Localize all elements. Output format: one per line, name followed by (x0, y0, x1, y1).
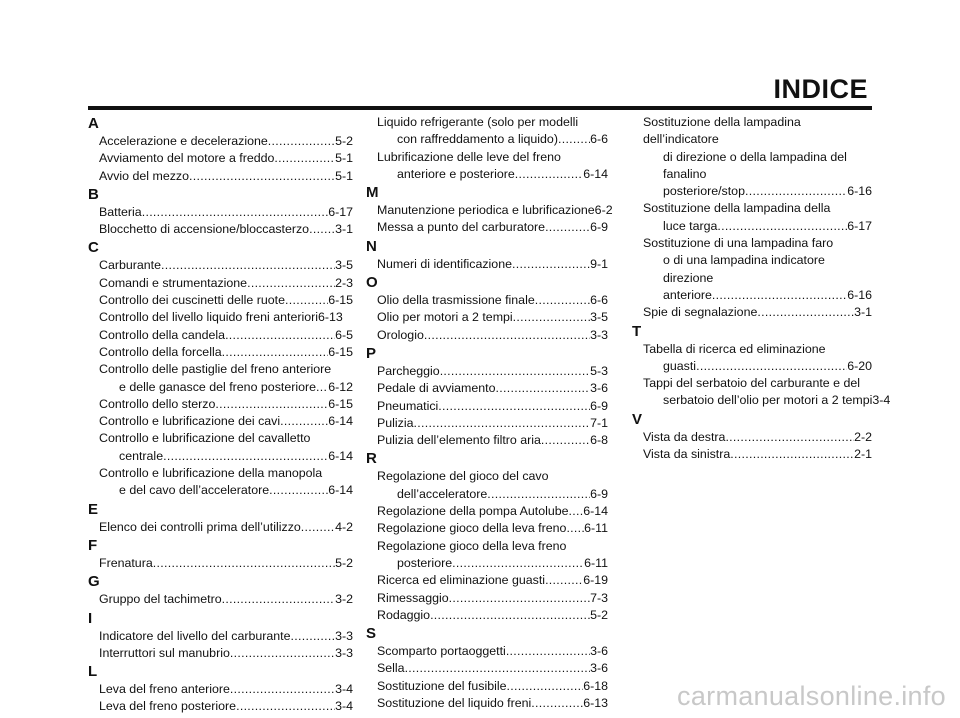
dot-leader (280, 413, 328, 430)
index-entry (632, 446, 872, 463)
index-entry-page-number: 7-1 (590, 415, 608, 430)
index-entry-label: Rodaggio (377, 607, 431, 622)
index-entry (366, 415, 608, 432)
index-letter-heading: G (88, 573, 100, 591)
index-entry (366, 607, 608, 624)
dot-leader (414, 415, 591, 432)
index-entry (366, 114, 608, 149)
index-entry (366, 398, 608, 415)
index-letter-heading: S (366, 625, 377, 643)
index-entry-page-number: 6-17 (328, 204, 353, 219)
index-entry-text-line: Controllo e lubrificazione del cavalletto (99, 431, 311, 446)
index-entry-label: Sostituzione del liquido freni (377, 696, 532, 711)
index-entry-page-number: 3-1 (854, 305, 872, 320)
index-entry-label: Ricerca ed eliminazione guasti (377, 573, 546, 588)
dot-leader (222, 344, 329, 361)
index-entry-page-number: 6-9 (590, 220, 608, 235)
index-entry-text-line: Tappi del serbatoio del carburante e del (643, 376, 860, 391)
index-entry-page-number: 6-15 (328, 396, 353, 411)
index-entry-label: centrale (119, 448, 164, 463)
index-entry (632, 114, 872, 200)
index-entry (366, 309, 608, 326)
dot-leader (725, 429, 854, 446)
index-entry-label: Rimessaggio (377, 590, 449, 605)
index-entry (366, 468, 608, 503)
dot-leader (535, 292, 590, 309)
index-entry-text-line: Regolazione gioco della leva freno (377, 538, 567, 553)
dot-leader (269, 482, 328, 499)
index-entry-page-number: 5-1 (335, 151, 353, 166)
index-letter-heading: C (88, 239, 99, 257)
index-entry-page-number: 3-2 (335, 592, 353, 607)
index-entry-page-number: 3-4 (872, 393, 891, 408)
index-entry-page-number: 2-1 (854, 447, 872, 462)
index-entry (366, 590, 608, 607)
index-entry-label: Pedale di avviamento (377, 381, 496, 396)
dot-leader (424, 327, 590, 344)
index-entry-label: Orologio (377, 327, 424, 342)
index-letter-heading: O (366, 274, 378, 292)
dot-leader (506, 643, 590, 660)
index-letter-heading: F (88, 536, 98, 554)
index-entry-label: Pulizia (377, 415, 414, 430)
index-entry (88, 257, 353, 274)
index-entry-page-number: 6-11 (584, 555, 608, 570)
index-entry-text-line: o di una lampadina indicatore direzione (663, 253, 825, 285)
index-entry-page-number: 9-1 (590, 256, 608, 271)
index-entry-page-number: 6-18 (583, 678, 608, 693)
index-letter-heading: R (366, 450, 377, 468)
index-entry-label: Leva del freno anteriore (99, 682, 230, 697)
index-entry-label: Avviamento del motore a freddo (99, 151, 275, 166)
index-entry (88, 344, 353, 361)
index-letter-heading: V (632, 410, 643, 428)
index-entry-label: Numeri di identificazione (377, 256, 512, 271)
index-entry-label: Vista da destra (643, 429, 726, 444)
index-entry-text-line: Regolazione del gioco del cavo (377, 469, 549, 484)
index-entry (88, 645, 353, 662)
index-entry-label: con raffreddamento a liquido) (397, 132, 558, 147)
index-entry-page-number: 3-5 (335, 258, 353, 273)
index-entry-text-line: Sostituzione della lampadina della (643, 201, 831, 216)
index-entry-text-line: Tabella di ricerca ed eliminazione (643, 341, 826, 356)
index-entry-label: serbatoio dell’olio per motori a 2 tempi (663, 393, 873, 408)
index-letter-heading: B (88, 185, 99, 203)
index-entry-label: Manutenzione periodica e lubrificazione (377, 203, 595, 218)
dot-leader (161, 257, 335, 274)
watermark: carmanualsonline.info (677, 681, 946, 711)
index-entry (88, 698, 353, 715)
index-entry (88, 519, 353, 536)
index-entry-page-number: 6-14 (328, 414, 353, 429)
index-letter-heading: L (88, 663, 98, 681)
index-letter-heading: A (88, 115, 99, 132)
dot-leader (316, 379, 328, 396)
dot-leader (712, 287, 847, 304)
index-entry-label: Leva del freno posteriore (99, 699, 237, 714)
index-entry-label: Batteria (99, 204, 142, 219)
index-entry (366, 380, 608, 397)
index-entry (632, 235, 872, 304)
index-entry (366, 292, 608, 309)
index-entry-page-number: 3-6 (590, 661, 608, 676)
index-entry-page-number: 3-1 (335, 222, 353, 237)
index-entry-page-number: 6-2 (594, 203, 613, 218)
index-entry (632, 429, 872, 446)
index-entry-label: Blocchetto di accensione/bloccasterzo (99, 222, 310, 237)
dot-leader (717, 218, 847, 235)
dot-leader (495, 380, 590, 397)
index-entry-page-number: 6-20 (847, 358, 872, 373)
index-entry (366, 660, 608, 677)
index-entry-label: e del cavo dell’acceleratore (119, 483, 270, 498)
index-entry (88, 681, 353, 698)
index-entry-page-number: 5-1 (335, 168, 353, 183)
dot-leader (430, 607, 590, 624)
index-entry-label: Controllo dei cuscinetti delle ruote (99, 293, 285, 308)
dot-leader (189, 168, 335, 185)
index-entry-page-number: 3-5 (590, 310, 608, 325)
dot-leader (230, 681, 335, 698)
dot-leader (513, 309, 590, 326)
dot-leader (440, 363, 590, 380)
dot-leader (512, 256, 590, 273)
index-column-3 (632, 114, 891, 463)
dot-leader (309, 221, 335, 238)
dot-leader (230, 645, 335, 662)
index-entry-page-number: 6-8 (590, 433, 608, 448)
index-entry-page-number: 6-19 (583, 573, 608, 588)
index-entry (366, 149, 608, 184)
index-entry-label: Parcheggio (377, 363, 440, 378)
index-entry-label: Controllo del livello liquido freni anteriori (99, 310, 319, 325)
dot-leader (301, 519, 335, 536)
index-entry-label: Spie di segnalazione (643, 305, 758, 320)
index-entry (88, 327, 353, 344)
index-entry (88, 413, 353, 430)
dot-leader (247, 275, 335, 292)
index-entry-label: guasti (663, 358, 697, 373)
dot-leader (163, 448, 328, 465)
dot-leader (531, 695, 583, 712)
dot-leader (757, 304, 854, 321)
dot-leader (541, 432, 590, 449)
index-entry-text-line: Controllo delle pastiglie del freno anteriore (99, 362, 332, 377)
index-entry (366, 432, 608, 449)
index-entry (366, 678, 608, 695)
index-letter-heading: E (88, 500, 99, 518)
dot-leader (290, 628, 335, 645)
dot-leader (142, 204, 328, 221)
index-entry-label: Pneumatici (377, 398, 439, 413)
dot-leader (515, 166, 583, 183)
dot-leader (569, 503, 584, 520)
index-entry-label: posteriore (397, 555, 453, 570)
index-entry-page-number: 6-17 (847, 218, 872, 233)
index-entry-label: Scomparto portaoggetti (377, 644, 506, 659)
index-entry-page-number: 6-16 (847, 184, 872, 199)
dot-leader (696, 358, 847, 375)
index-entry-label: Messa a punto del carburatore (377, 220, 546, 235)
index-entry (366, 572, 608, 589)
index-column-2 (366, 114, 613, 712)
index-entry-label: Olio della trasmissione finale (377, 293, 535, 308)
index-entry (366, 695, 608, 712)
index-entry-label: Regolazione gioco della leva freno (377, 521, 567, 536)
index-entry-page-number: 4-2 (335, 519, 353, 534)
index-entry-page-number: 5-2 (590, 607, 608, 622)
index-entry-page-number: 3-4 (335, 682, 353, 697)
index-entry-label: anteriore e posteriore (397, 166, 515, 181)
index-entry (632, 304, 872, 321)
page-title: INDICE (773, 74, 868, 104)
index-entry-page-number: 5-2 (335, 555, 353, 570)
dot-leader (285, 292, 328, 309)
index-letter-heading: P (366, 344, 377, 362)
dot-leader (225, 327, 335, 344)
index-entry (632, 375, 891, 410)
index-entry-page-number: 5-2 (335, 134, 353, 148)
index-entry (366, 643, 608, 660)
dot-leader (153, 555, 335, 572)
index-entry-label: Avvio del mezzo (99, 168, 189, 183)
index-entry (88, 275, 353, 292)
index-entry-page-number: 3-3 (335, 628, 353, 643)
index-letter-heading: I (88, 609, 93, 627)
index-entry (366, 363, 608, 380)
index-entry-label: Indicatore del livello del carburante (99, 628, 291, 643)
index-entry (88, 309, 353, 326)
index-entry-text-line: Lubrificazione delle leve del freno (377, 149, 561, 164)
index-entry-page-number: 2-3 (335, 275, 353, 290)
index-entry-page-number: 2-2 (854, 429, 872, 444)
index-entry-page-number: 6-13 (583, 696, 608, 711)
index-entry-page-number: 6-14 (328, 448, 353, 463)
index-entry-text-line: di direzione o della lampadina del fanalino (663, 149, 847, 181)
index-entry-label: Olio per motori a 2 tempi (377, 310, 513, 325)
index-entry (88, 168, 353, 185)
index-entry-page-number: 6-9 (590, 398, 608, 413)
index-entry-label: Pulizia dell’elemento filtro aria (377, 433, 541, 448)
dot-leader (438, 398, 590, 415)
index-entry-label: Accelerazione e decelerazione (99, 134, 268, 148)
index-entry-page-number: 6-11 (584, 521, 608, 536)
index-entry-label: Controllo della forcella (99, 344, 222, 359)
index-entry-page-number: 6-13 (318, 310, 343, 325)
index-entry-page-number: 3-3 (335, 645, 353, 660)
index-entry-label: Frenatura (99, 555, 153, 570)
index-entry (88, 361, 353, 396)
index-entry-page-number: 6-15 (328, 344, 353, 359)
index-entry (88, 555, 353, 572)
index-entry (88, 628, 353, 645)
dot-leader (558, 131, 590, 148)
index-entry-text-line: Sostituzione di una lampadina faro (643, 236, 834, 251)
dot-leader (566, 520, 584, 537)
title-rule (88, 106, 872, 110)
index-entry-label: Sella (377, 661, 405, 676)
index-entry (88, 465, 353, 500)
index-entry-label: e delle ganasce del freno posteriore (119, 379, 317, 394)
index-entry-page-number: 6-12 (328, 379, 353, 394)
index-entry (366, 219, 608, 236)
index-entry-page-number: 6-14 (583, 504, 608, 519)
index-entry-page-number: 6-16 (847, 287, 872, 302)
index-entry (366, 538, 608, 573)
index-entry (366, 520, 608, 537)
index-entry-page-number: 3-4 (335, 699, 353, 714)
dot-leader (268, 133, 335, 150)
index-entry (366, 503, 608, 520)
index-entry-page-number: 6-9 (590, 486, 608, 501)
index-entry-label: Controllo e lubrificazione dei cavi (99, 414, 281, 429)
dot-leader (215, 396, 328, 413)
index-entry (632, 200, 872, 235)
dot-leader (274, 150, 335, 167)
index-entry-label: Regolazione della pompa Autolube (377, 504, 569, 519)
index-entry (632, 341, 872, 376)
index-entry-label: posteriore/stop (663, 184, 745, 199)
dot-leader (222, 591, 335, 608)
index-entry-page-number: 3-3 (590, 327, 608, 342)
index-entry-label: Elenco dei controlli prima dell’utilizzo (99, 519, 301, 534)
index-entry (88, 221, 353, 238)
dot-leader (730, 446, 854, 463)
index-entry (88, 292, 353, 309)
dot-leader (236, 698, 335, 715)
index-entry-label: Controllo dello sterzo (99, 396, 216, 411)
dot-leader (452, 555, 584, 572)
index-entry-page-number: 6-5 (335, 327, 353, 342)
index-entry-page-number: 3-6 (590, 644, 608, 659)
index-entry-page-number: 6-15 (328, 293, 353, 308)
dot-leader (545, 572, 583, 589)
index-entry (88, 396, 353, 413)
index-entry (366, 327, 608, 344)
index-entry-page-number: 6-14 (328, 483, 353, 498)
index-letter-heading: M (366, 184, 379, 202)
index-entry-label: Sostituzione del fusibile (377, 678, 507, 693)
index-entry-label: Vista da sinistra (643, 447, 731, 462)
index-entry (366, 256, 608, 273)
index-entry-label: Controllo della candela (99, 327, 226, 342)
index-entry-page-number: 6-6 (590, 293, 608, 308)
index-entry (366, 202, 613, 219)
index-entry-page-number: 6-14 (583, 166, 608, 181)
index-entry-text-line: Controllo e lubrificazione della manopola (99, 466, 323, 481)
index-entry-page-number: 3-6 (590, 381, 608, 396)
index-entry (88, 430, 353, 465)
dot-leader (507, 678, 584, 695)
index-entry-page-number: 6-6 (590, 132, 608, 147)
index-entry-label: Interruttori sul manubrio (99, 645, 230, 660)
index-entry-text-line: Liquido refrigerante (solo per modelli (377, 115, 579, 129)
index-entry-label: Carburante (99, 258, 161, 273)
index-entry-text-line: Sostituzione della lampadina dell’indicatore (643, 115, 801, 147)
dot-leader (487, 486, 590, 503)
index-entry-page-number: 7-3 (590, 590, 608, 605)
index-entry-label: Gruppo del tachimetro (99, 592, 222, 607)
index-entry (88, 204, 353, 221)
index-entry (88, 150, 353, 167)
index-entry (88, 591, 353, 608)
dot-leader (545, 219, 590, 236)
index-column-1 (88, 114, 353, 716)
index-entry (88, 133, 353, 150)
index-letter-heading: N (366, 237, 377, 255)
index-entry-page-number: 5-3 (590, 363, 608, 378)
dot-leader (745, 183, 847, 200)
dot-leader (405, 660, 591, 677)
index-letter-heading: T (632, 322, 642, 340)
index-entry-label: anteriore (663, 287, 712, 302)
dot-leader (449, 590, 590, 607)
index-entry-label: Comandi e strumentazione (99, 275, 248, 290)
index-entry-label: dell’acceleratore (397, 486, 488, 501)
index-entry-label: luce targa (663, 218, 718, 233)
